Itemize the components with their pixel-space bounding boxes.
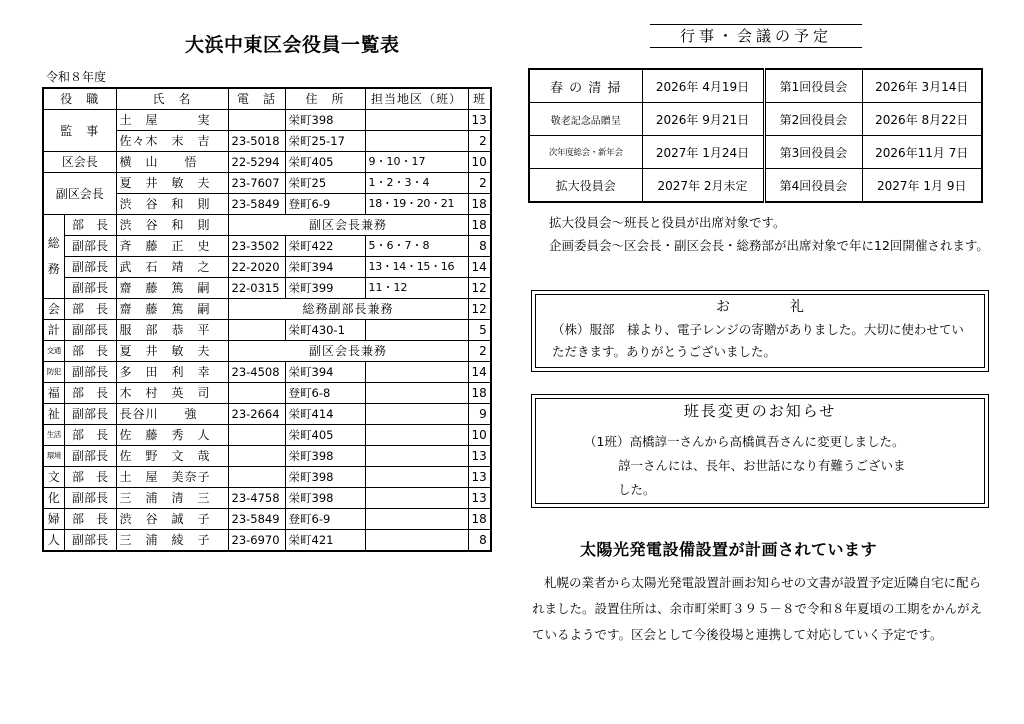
tel-cell: [228, 383, 285, 404]
note-cell: 総務副部長兼務: [228, 299, 468, 320]
officer-table: [42, 87, 492, 552]
tel-cell: 23-7607: [228, 173, 285, 194]
area-cell: [365, 404, 468, 425]
address-cell: 栄町398: [285, 446, 365, 467]
name-cell: 渋 谷 誠 子: [116, 509, 228, 530]
table-row: [43, 110, 491, 131]
name-cell: 渋 谷 和 則: [116, 194, 228, 215]
event-date: 2027年 2月未定: [642, 169, 764, 203]
thanks-title: お礼: [716, 299, 864, 315]
role-cell: 副部長: [64, 404, 116, 425]
table-row: [43, 446, 491, 467]
dept-label-text: 総務: [47, 236, 60, 276]
dept-label: 福: [43, 383, 64, 404]
tel-cell: [228, 467, 285, 488]
role-cell: 副部長: [64, 236, 116, 257]
han-cell: 5: [468, 320, 491, 341]
han-cell: 14: [468, 257, 491, 278]
address-cell: 栄町394: [285, 257, 365, 278]
role-cell: 副部長: [64, 488, 116, 509]
role-cell: 部 長: [64, 215, 116, 236]
hancho-line: した。: [618, 482, 656, 497]
tel-cell: [228, 425, 285, 446]
address-cell: 栄町405: [285, 152, 365, 173]
address-cell: 栄町414: [285, 404, 365, 425]
event-date: 2026年 9月21日: [642, 103, 764, 136]
tel-cell: [228, 446, 285, 467]
area-cell: 5・6・7・8: [365, 236, 468, 257]
name-cell: 佐 野 文 哉: [116, 446, 228, 467]
role-cell: 部 長: [64, 425, 116, 446]
han-cell: 18: [468, 194, 491, 215]
area-cell: 18・19・20・21: [365, 194, 468, 215]
meeting-date: 2026年 8月22日: [862, 103, 982, 136]
table-row: [43, 236, 491, 257]
address-cell: 栄町398: [285, 467, 365, 488]
name-cell: 木 村 英 司: [116, 383, 228, 404]
table-row: [43, 530, 491, 552]
han-cell: 8: [468, 236, 491, 257]
area-cell: [365, 383, 468, 404]
note-cell: 副区会長兼務: [228, 341, 468, 362]
meeting-date: 2026年 3月14日: [862, 69, 982, 103]
name-cell: 服 部 恭 平: [116, 320, 228, 341]
name-cell: 長谷川 強: [116, 404, 228, 425]
header-address: 住 所: [285, 88, 365, 110]
area-cell: [365, 488, 468, 509]
address-cell: 栄町394: [285, 362, 365, 383]
name-cell: 土 屋 実: [116, 110, 228, 131]
meeting-name: 第3回役員会: [764, 136, 862, 169]
header-han: 班: [468, 88, 491, 110]
name-cell: 佐 藤 秀 人: [116, 425, 228, 446]
name-cell: 齋 藤 篤 嗣: [116, 278, 228, 299]
tel-cell: 23-5849: [228, 194, 285, 215]
tel-cell: 23-2664: [228, 404, 285, 425]
dept-label: 婦: [43, 509, 64, 530]
solar-heading: 太陽光発電設備設置が計画されています: [580, 540, 878, 559]
name-cell: 三 浦 綾 子: [116, 530, 228, 552]
table-row: [43, 152, 491, 173]
han-cell: 13: [468, 467, 491, 488]
han-cell: 13: [468, 110, 491, 131]
name-cell: 齋 藤 篤 嗣: [116, 299, 228, 320]
table-row: [43, 488, 491, 509]
hancho-line: （1班）高橋諄一さんから高橋眞吾さんに変更しました。: [584, 434, 905, 449]
dept-label: 化: [43, 488, 64, 509]
han-cell: 9: [468, 404, 491, 425]
dept-label: 計: [43, 320, 64, 341]
han-cell: 18: [468, 215, 491, 236]
role-cell: 副部長: [64, 257, 116, 278]
dept-label-somu: [43, 215, 64, 299]
schedule-row: [529, 136, 982, 169]
dept-label: 交通: [43, 341, 64, 362]
role-cell: 部 長: [64, 341, 116, 362]
event-name: 春 の 清 掃: [529, 69, 642, 103]
name-cell: 夏 井 敏 夫: [116, 173, 228, 194]
role-cell: 副部長: [64, 530, 116, 552]
tel-cell: 23-4758: [228, 488, 285, 509]
tel-cell: 23-6970: [228, 530, 285, 552]
meeting-name: 第4回役員会: [764, 169, 862, 203]
hancho-title: 班長変更のお知らせ: [683, 402, 837, 420]
solar-body: 札幌の業者から太陽光発電設置計画お知らせの文書が設置予定近隣自宅に配られました。設置住所は、余市町栄町３９５－８で令和８年夏頃の工期をかんがえているようです。区会として今後役場と連携して対応していく予定です。: [532, 575, 983, 642]
role-cell: 部 長: [64, 509, 116, 530]
table-row: [43, 362, 491, 383]
role-cell: 部 長: [64, 467, 116, 488]
address-cell: 登町6-9: [285, 194, 365, 215]
dept-label: 文: [43, 467, 64, 488]
dept-label: 会: [43, 299, 64, 320]
table-row: [43, 173, 491, 194]
area-cell: [365, 131, 468, 152]
table-row: [43, 278, 491, 299]
table-row: [43, 341, 491, 362]
area-cell: [365, 446, 468, 467]
thanks-notice: [535, 294, 985, 368]
name-cell: 三 浦 清 三: [116, 488, 228, 509]
han-cell: 2: [468, 173, 491, 194]
schedule-row: [529, 169, 982, 203]
table-row: [43, 425, 491, 446]
event-name: 拡大役員会: [529, 169, 642, 203]
hancho-change-notice: [535, 398, 985, 504]
schedule-row: [529, 69, 982, 103]
address-cell: 栄町421: [285, 530, 365, 552]
tel-cell: 23-5849: [228, 509, 285, 530]
tel-cell: 22-2020: [228, 257, 285, 278]
header-tel: 電 話: [228, 88, 285, 110]
table-row: [43, 215, 491, 236]
address-cell: 栄町398: [285, 488, 365, 509]
han-cell: 8: [468, 530, 491, 552]
name-cell: 渋 谷 和 則: [116, 215, 228, 236]
area-cell: [365, 467, 468, 488]
event-date: 2027年 1月24日: [642, 136, 764, 169]
role-cell: 監 事: [43, 110, 116, 152]
name-cell: 横 山 悟: [116, 152, 228, 173]
address-cell: 栄町405: [285, 425, 365, 446]
table-row: [43, 509, 491, 530]
table-row: [43, 467, 491, 488]
header-name: 氏 名: [116, 88, 228, 110]
name-cell: 土 屋 美奈子: [116, 467, 228, 488]
role-cell: 部 長: [64, 299, 116, 320]
table-row: [43, 299, 491, 320]
han-cell: 13: [468, 488, 491, 509]
area-cell: 9・10・17: [365, 152, 468, 173]
area-cell: [365, 425, 468, 446]
fiscal-year-label: 令和８年度: [46, 70, 107, 84]
dept-label: 環境: [43, 446, 64, 467]
role-cell: 副部長: [64, 446, 116, 467]
area-cell: [365, 362, 468, 383]
address-cell: 栄町399: [285, 278, 365, 299]
header-area: 担当地区（班）: [365, 88, 468, 110]
role-cell: 部 長: [64, 383, 116, 404]
dept-label: 人: [43, 530, 64, 552]
event-date: 2026年 4月19日: [642, 69, 764, 103]
header-role: 役 職: [43, 88, 116, 110]
address-cell: 栄町25-17: [285, 131, 365, 152]
thanks-body: （株）服部 様より、電子レンジの寄贈がありました。大切に使わせていただきます。ありがとうございました。: [552, 322, 964, 359]
area-cell: [365, 320, 468, 341]
tel-cell: 23-5018: [228, 131, 285, 152]
hancho-body: [584, 430, 974, 502]
han-cell: 13: [468, 446, 491, 467]
address-cell: 栄町430-1: [285, 320, 365, 341]
table-header-row: [43, 88, 491, 110]
dept-label: 祉: [43, 404, 64, 425]
role-cell: 副区会長: [43, 173, 116, 215]
dept-label: 生活: [43, 425, 64, 446]
hancho-line: 諄一さんには、長年、お世話になり有難うございま: [618, 458, 906, 473]
meeting-name: 第2回役員会: [764, 103, 862, 136]
dept-label: 防犯: [43, 362, 64, 383]
area-cell: 11・12: [365, 278, 468, 299]
meeting-date: 2026年11月 7日: [862, 136, 982, 169]
table-row: [43, 404, 491, 425]
role-cell: 副部長: [64, 278, 116, 299]
schedule-row: [529, 103, 982, 136]
han-cell: 2: [468, 131, 491, 152]
area-cell: 1・2・3・4: [365, 173, 468, 194]
area-cell: [365, 509, 468, 530]
tel-cell: 22-0315: [228, 278, 285, 299]
schedule-note-expanded: 拡大役員会～班長と役員が出席対象です。: [549, 215, 786, 230]
han-cell: 10: [468, 152, 491, 173]
name-cell: 多 田 利 幸: [116, 362, 228, 383]
name-cell: 武 石 靖 之: [116, 257, 228, 278]
schedule-title: 行事・会議の予定: [650, 24, 862, 48]
schedule-note-planning: 企画委員会～区会長・副区会長・総務部が出席対象で年に12回開催されます。: [549, 238, 989, 253]
meeting-date: 2027年 1月 9日: [862, 169, 982, 203]
han-cell: 18: [468, 383, 491, 404]
table-row: [43, 257, 491, 278]
meeting-name: 第1回役員会: [764, 69, 862, 103]
note-cell: 副区会長兼務: [228, 215, 468, 236]
schedule-table: [528, 68, 983, 203]
role-cell: 区会長: [43, 152, 116, 173]
event-name: 敬老記念品贈呈: [529, 103, 642, 136]
event-name: 次年度総会・新年会: [529, 136, 642, 169]
table-row: [43, 383, 491, 404]
han-cell: 12: [468, 278, 491, 299]
address-cell: 栄町422: [285, 236, 365, 257]
role-cell: 副部長: [64, 320, 116, 341]
area-cell: [365, 110, 468, 131]
han-cell: 12: [468, 299, 491, 320]
name-cell: 夏 井 敏 夫: [116, 341, 228, 362]
tel-cell: 23-4508: [228, 362, 285, 383]
han-cell: 2: [468, 341, 491, 362]
address-cell: 登町6-9: [285, 509, 365, 530]
address-cell: 栄町398: [285, 110, 365, 131]
tel-cell: 22-5294: [228, 152, 285, 173]
tel-cell: [228, 320, 285, 341]
name-cell: 佐々木 末 吉: [116, 131, 228, 152]
han-cell: 14: [468, 362, 491, 383]
table-row: [43, 320, 491, 341]
han-cell: 10: [468, 425, 491, 446]
address-cell: 栄町25: [285, 173, 365, 194]
address-cell: 登町6-8: [285, 383, 365, 404]
han-cell: 18: [468, 509, 491, 530]
tel-cell: [228, 110, 285, 131]
role-cell: 副部長: [64, 362, 116, 383]
page-title: 大浜中東区会役員一覧表: [185, 34, 400, 56]
area-cell: [365, 530, 468, 552]
area-cell: 13・14・15・16: [365, 257, 468, 278]
tel-cell: 23-3502: [228, 236, 285, 257]
name-cell: 斉 藤 正 史: [116, 236, 228, 257]
